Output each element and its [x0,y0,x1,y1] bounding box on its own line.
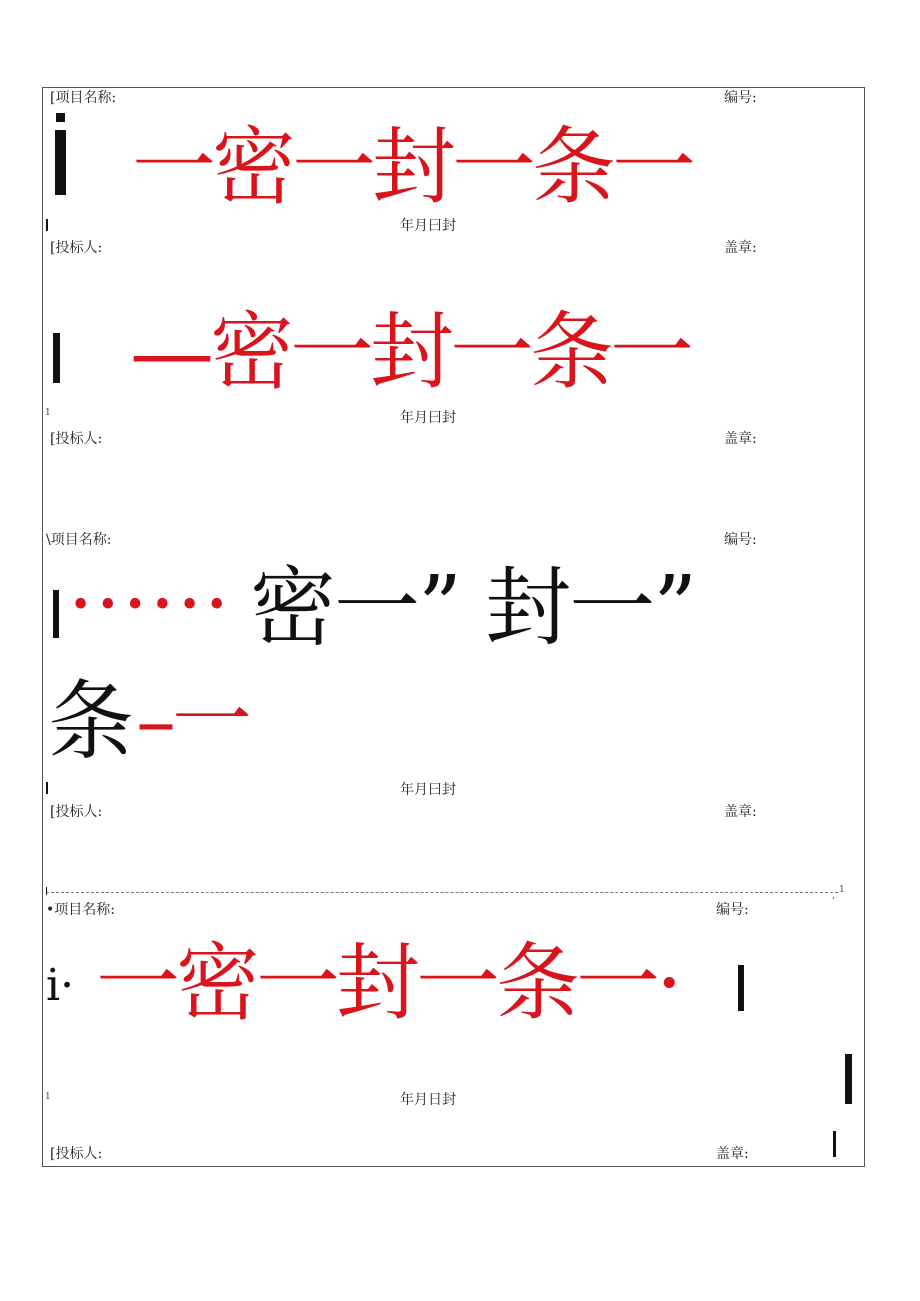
seal-strip-4: 一密一封一条一· [96,934,679,1032]
tick-mark: 1 [45,1092,51,1102]
seal-strip-3-continued: 条 [48,672,132,772]
stamp-label: 盖章: [724,240,757,256]
bidder-label: [投标人: [50,240,103,256]
cut-line [46,892,838,893]
seal-strip-4-prefix: i· [46,960,75,1011]
stamp-label: 盖章: [724,804,757,820]
date-seal-label: 年月日封 [400,1092,456,1108]
vertical-bar-mark [53,333,60,383]
project-name-label: \项目名称: [46,532,112,548]
number-label: 编号: [724,532,757,548]
tick-mark [46,219,48,231]
tick-mark [46,887,47,895]
bidder-label: [投标人: [50,431,103,447]
date-seal-label: 年月曰封 [400,782,456,798]
cut-line-end-mark: 1 [839,885,845,895]
date-seal-label: 年月曰封 [400,218,456,234]
stamp-label: 盖章: [716,1146,749,1162]
date-seal-label: 年月曰封 [400,410,456,426]
seal-strip-1: 一密一封一条一 [132,118,693,216]
tick-mark: 1 [45,408,51,418]
seal-strip-3: 密一” 封一” [250,558,696,658]
vertical-bar-mark [845,1054,852,1104]
project-name-label: •项目名称: [46,902,115,918]
seal-strip-3-red-dashes: –一 [136,674,248,767]
vertical-bar-mark [53,590,59,638]
comma-mark: ’ [832,897,835,907]
vertical-bar-mark [833,1131,836,1157]
i-dot-mark [56,113,65,122]
bidder-label: [投标人: [50,1146,103,1162]
bidder-label: [投标人: [50,804,103,820]
number-label: 编号: [724,90,757,106]
number-label: 编号: [716,902,749,918]
seal-strip-2: —密一封一条一 [130,303,691,401]
vertical-bar-mark [55,130,66,195]
project-name-label: [项目名称: [50,90,117,106]
vertical-bar-mark [738,965,744,1011]
red-dot-leader: •••••• [70,585,234,626]
tick-mark [46,782,48,794]
stamp-label: 盖章: [724,431,757,447]
